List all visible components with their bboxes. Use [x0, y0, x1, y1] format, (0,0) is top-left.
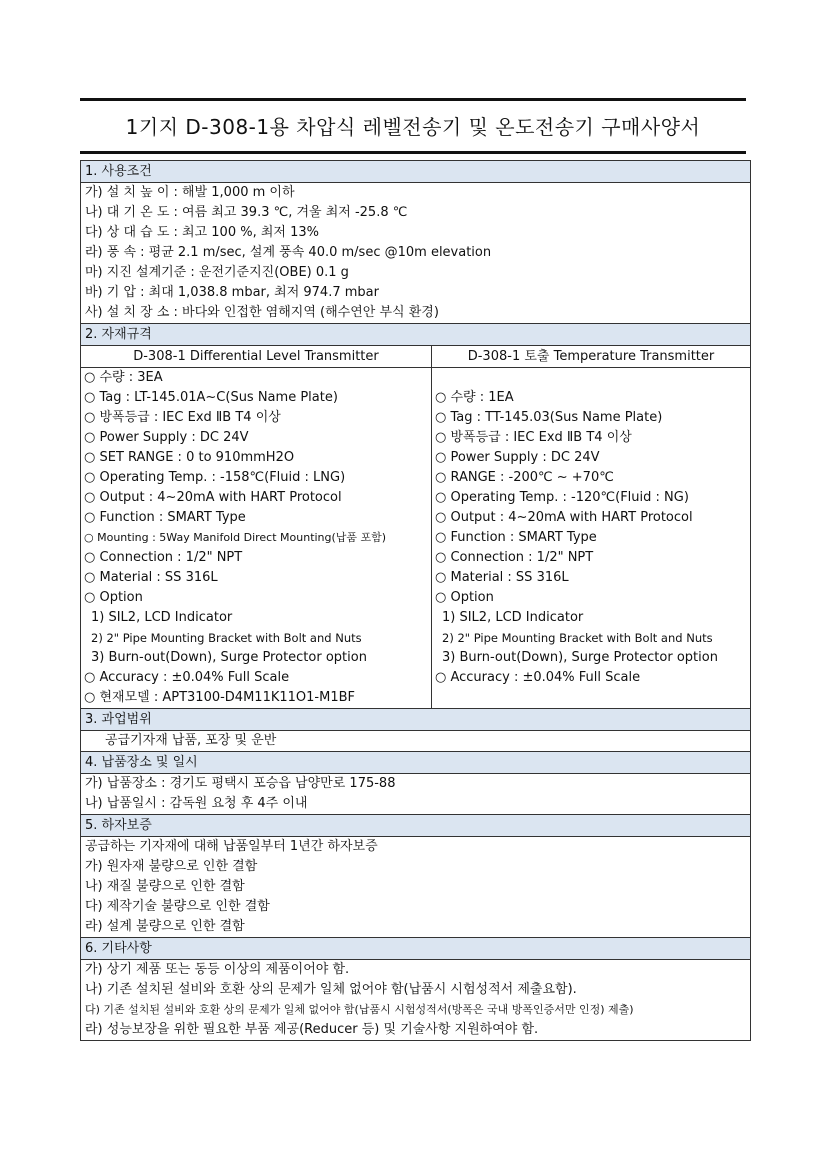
spec-item: ○ Mounting : 5Way Manifold Direct Mounting(납품 포함): [84, 531, 387, 544]
section-6-header: 6. 기타사항: [81, 937, 750, 960]
spec-item: ○ Accuracy : ±0.04% Full Scale: [84, 670, 290, 685]
level-transmitter-column: [81, 346, 432, 708]
spec-table: [80, 160, 751, 1041]
spec-item: ○ Output : 4~20mA with HART Protocol: [435, 510, 693, 525]
other-row: 라) 성능보장을 위한 필요한 부품 제공(Reducer 등) 및 기술사항 지원하여야 함.: [85, 1022, 539, 1037]
temperature-transmitter-heading: D-308-1 토출 Temperature Transmitter: [432, 346, 750, 368]
spec-item: ○ 수량 : 3EA: [84, 370, 163, 385]
spec-item: ○ Power Supply : DC 24V: [435, 450, 600, 465]
warranty-row: 나) 재질 불량으로 인한 결함: [85, 879, 245, 894]
spec-item: ○ Operating Temp. : -158℃(Fluid : LNG): [84, 470, 346, 485]
level-transmitter-heading: D-308-1 Differential Level Transmitter: [81, 346, 431, 368]
condition-row: 나) 대 기 온 도 : 여름 최고 39.3 ℃, 겨울 최저 -25.8 ℃: [85, 205, 408, 220]
option-item: 3) Burn-out(Down), Surge Protector option: [442, 650, 718, 665]
title-box: [80, 98, 746, 154]
warranty-row: 라) 설계 불량으로 인한 결함: [85, 919, 245, 934]
spec-item: ○ Option: [84, 590, 143, 605]
spec-item: ○ Material : SS 316L: [84, 570, 218, 585]
section-4-header: 4. 납품장소 및 일시: [81, 751, 750, 774]
warranty-row: 공급하는 기자재에 대해 납품일부터 1년간 하자보증: [85, 839, 378, 854]
other-row: 다) 기존 설치된 설비와 호환 상의 문제가 일체 없어야 함(납품시 시험성적서(방폭은 국내 방폭인증서만 인정) 제출): [85, 1003, 634, 1016]
other-row: 나) 기존 설치된 설비와 호환 상의 문제가 일체 없어야 함(납품시 시험성적서 제출요함).: [85, 982, 577, 997]
blank-row: [432, 368, 750, 388]
spec-columns: [81, 346, 750, 709]
spec-item: ○ Output : 4~20mA with HART Protocol: [84, 490, 342, 505]
option-item: 2) 2" Pipe Mounting Bracket with Bolt and Nuts: [442, 631, 713, 645]
spec-item: ○ Material : SS 316L: [435, 570, 569, 585]
spec-item: ○ Power Supply : DC 24V: [84, 430, 249, 445]
scope-text: 공급기자재 납품, 포장 및 운반: [105, 733, 277, 748]
option-item: 3) Burn-out(Down), Surge Protector option: [91, 650, 367, 665]
spec-item: ○ Accuracy : ±0.04% Full Scale: [435, 670, 641, 685]
condition-row: 가) 설 치 높 이 : 해발 1,000 m 이하: [85, 185, 295, 200]
spec-item: ○ Operating Temp. : -120℃(Fluid : NG): [435, 490, 689, 505]
condition-row: 마) 지진 설계기준 : 운전기준지진(OBE) 0.1 g: [85, 265, 349, 280]
delivery-row: 나) 납품일시 : 감독원 요청 후 4주 이내: [85, 796, 308, 811]
spec-item: ○ 방폭등급 : IEC Exd ⅡB T4 이상: [84, 410, 281, 425]
spec-item: ○ SET RANGE : 0 to 910mmH2O: [84, 450, 295, 465]
spec-item: ○ Tag : LT-145.01A~C(Sus Name Plate): [84, 390, 338, 405]
condition-row: 사) 설 치 장 소 : 바다와 인접한 염해지역 (해수연안 부식 환경): [85, 305, 439, 320]
option-item: 2) 2" Pipe Mounting Bracket with Bolt and Nuts: [91, 631, 362, 645]
condition-row: 바) 기 압 : 최대 1,038.8 mbar, 최저 974.7 mbar: [85, 285, 379, 300]
section-1-header: 1. 사용조건: [81, 161, 750, 183]
spec-item: ○ Connection : 1/2" NPT: [84, 550, 243, 565]
spec-item: ○ Tag : TT-145.03(Sus Name Plate): [435, 410, 663, 425]
warranty-row: 다) 제작기술 불량으로 인한 결함: [85, 899, 270, 914]
section-5-header: 5. 하자보증: [81, 814, 750, 837]
option-item: 1) SIL2, LCD Indicator: [442, 610, 584, 625]
condition-row: 라) 풍 속 : 평균 2.1 m/sec, 설계 풍속 40.0 m/sec @10m elevation: [85, 245, 492, 260]
temperature-transmitter-column: [432, 346, 750, 708]
spec-item: ○ 현재모델 : APT3100-D4M11K11O1-M1BF: [84, 690, 355, 705]
other-row: 가) 상기 제품 또는 동등 이상의 제품이어야 함.: [85, 962, 350, 977]
section-3-header: 3. 과업범위: [81, 709, 750, 731]
spec-item: ○ Function : SMART Type: [84, 510, 246, 525]
document-title: 1기지 D-308-1용 차압식 레벨전송기 및 온도전송기 구매사양서: [125, 115, 701, 139]
spec-item: ○ 방폭등급 : IEC Exd ⅡB T4 이상: [435, 430, 632, 445]
spec-item: ○ Connection : 1/2" NPT: [435, 550, 594, 565]
warranty-row: 가) 원자재 불량으로 인한 결함: [85, 859, 258, 874]
option-item: 1) SIL2, LCD Indicator: [91, 610, 233, 625]
section-2-header: 2. 자재규격: [81, 323, 750, 346]
spec-item: ○ Option: [435, 590, 494, 605]
delivery-row: 가) 납품장소 : 경기도 평택시 포승읍 남양만로 175-88: [85, 776, 396, 791]
spec-item: ○ 수량 : 1EA: [435, 390, 514, 405]
spec-item: ○ RANGE : -200℃ ~ +70℃: [435, 470, 614, 485]
condition-row: 다) 상 대 습 도 : 최고 100 %, 최저 13%: [85, 225, 319, 240]
spec-item: ○ Function : SMART Type: [435, 530, 597, 545]
